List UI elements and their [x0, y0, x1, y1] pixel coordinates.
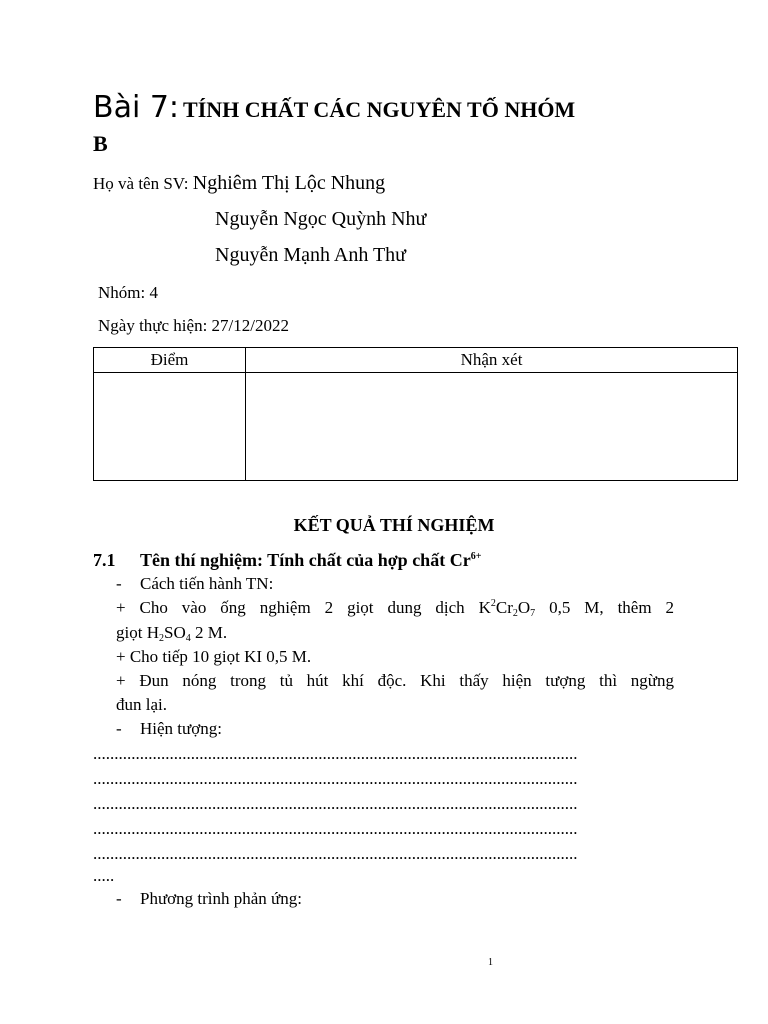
- student-name-3: Nguyễn Mạnh Anh Thư: [215, 244, 407, 266]
- page-title: [93, 90, 575, 125]
- page-number: 1: [488, 957, 493, 968]
- student-name-2: Nguyễn Ngọc Quỳnh Như: [215, 208, 427, 230]
- equation-label: [116, 889, 302, 909]
- step-2: + Cho tiếp 10 giọt KI 0,5 M.: [116, 647, 312, 666]
- phenomenon-label-text: Hiện tượng:: [140, 719, 222, 738]
- bullet-dash: -: [116, 719, 122, 738]
- title-continuation: B: [93, 131, 108, 156]
- experiment-title-sup: 6+: [470, 551, 482, 562]
- grade-table: [93, 347, 738, 481]
- student-name-1: Nghiêm Thị Lộc Nhung: [192, 172, 386, 194]
- step-1-text-d: 2 M.: [190, 623, 228, 642]
- step-1-so-sub: 4: [185, 633, 191, 644]
- dot-line: ..................................................................................................................: [93, 744, 578, 763]
- step-1-cr: Cr: [495, 598, 513, 617]
- step-1-line-2: [116, 623, 227, 644]
- step-3-line-2: đun lại.: [116, 695, 167, 714]
- step-1-h-sub: 2: [158, 633, 164, 644]
- score-cell[interactable]: [94, 373, 246, 481]
- step-1-line-1: [116, 598, 674, 619]
- title-prefix: Bài 7:: [93, 90, 180, 125]
- students-label-text: Họ và tên SV:: [93, 174, 189, 193]
- equation-label-text: Phương trình phản ứng:: [140, 889, 302, 908]
- experiment-number: 7.1: [93, 550, 116, 570]
- score-header: Điểm: [94, 348, 246, 373]
- bullet-dash: -: [116, 889, 122, 908]
- grade-table-header-row: [94, 348, 738, 373]
- comment-header: Nhận xét: [246, 348, 738, 373]
- group-info: Nhóm: 4: [98, 283, 158, 302]
- section-title: KẾT QUẢ THÍ NGHIỆM: [293, 515, 495, 535]
- step-1-cr-sub: 2: [512, 608, 518, 619]
- step-1-text-b: 0,5 M, thêm 2: [535, 598, 674, 617]
- dot-line: ..................................................................................................................: [93, 819, 578, 838]
- step-1-o-sub: 7: [530, 608, 536, 619]
- comment-cell[interactable]: [246, 373, 738, 481]
- step-1-o: O: [517, 598, 531, 617]
- step-3-line-1: + Đun nóng trong tủ hút khí độc. Khi thấy hiện tượng thì ngừng: [116, 671, 674, 690]
- experiment-title-text: Tên thí nghiệm: Tính chất của hợp chất Cr: [140, 550, 471, 570]
- step-1-so: SO: [163, 623, 186, 642]
- date-info: Ngày thực hiện: 27/12/2022: [98, 316, 289, 335]
- procedure-label: [116, 574, 273, 594]
- dot-tail: .....: [93, 866, 115, 885]
- step-1-text-c: giọt H: [116, 623, 159, 642]
- dot-line: ..................................................................................................................: [93, 794, 578, 813]
- dot-line: ..................................................................................................................: [93, 769, 578, 788]
- students-label: [93, 172, 385, 195]
- dot-line: ..................................................................................................................: [93, 844, 578, 863]
- bullet-dash: -: [116, 574, 122, 593]
- grade-table-body-row: [94, 373, 738, 481]
- step-1-k-sup: 2: [490, 598, 496, 609]
- step-1-text-a: + Cho vào ống nghiệm 2 giọt dung dịch K: [116, 598, 491, 617]
- phenomenon-label: [116, 719, 222, 739]
- title-main: TÍNH CHẤT CÁC NGUYÊN TỐ NHÓM: [183, 97, 576, 122]
- experiment-title: [93, 550, 481, 571]
- procedure-label-text: Cách tiến hành TN:: [140, 574, 274, 593]
